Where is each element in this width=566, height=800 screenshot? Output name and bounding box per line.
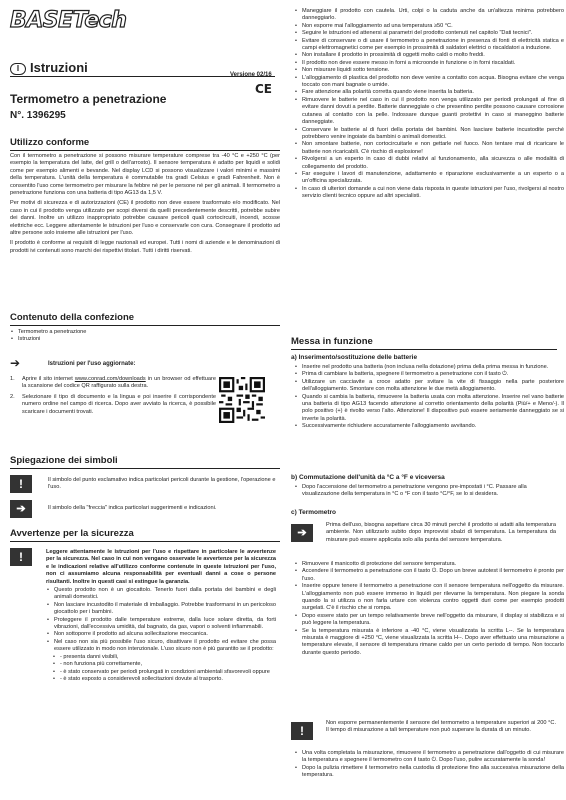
list-item: • Prima di cambiare la batteria, spegnere il termometro a penetrazione con il tasto ⏻. [302,371,564,378]
list-item: • Dopo essere stato per un tempo relativamente breve nell'oggetto da misurare, il display si stabilizza e si può leggere la temperatura. [302,613,564,628]
part-number: N°. 1396295 [10,110,66,121]
list-item: • Dopo l'accensione del termometro a penetrazione vengono pre-impostati i °C. Passare alla visualizzazione della temperatura in °C o °F con il tasto °C/°F, se lo si desidera. [302,484,564,499]
list-item: • Termometro a penetrazione [18,329,278,336]
language-title: Istruzioni [30,60,88,75]
ce-mark: CE [255,82,273,96]
divider [10,541,280,542]
step-text: Selezionare il tipo di documento e la lingua e poi inserire il corrispondente numero ordine nel campo di ricerca. Dopo aver avviato la ricerca, è possibile scaricare i documenti trovati. [22,393,216,415]
list-item: 2. Selezionare il tipo di documento e la lingua e poi inserire il corrispondente numero ordine nel campo di ricerca. Dopo aver avviato la ricerca, è possibile scaricare i documenti trovati. [10,393,216,415]
list-item: • Inserire oppure tenere il termometro a penetrazione con il sensore temperatura nell'oggetto da misurare. L'alloggiamento non può essere immerso in liquidi per rilevarne la temperatura. Non piegare la sonda quando la si utilizza o non farla urtare con violenza contro oggetti duri come per esempio prodotti surgelati. C'è il rischio che si rompa. [302,583,564,613]
list-item-text: è stato conservato per periodi prolungati in condizioni ambientali sfavorevoli oppure [63,668,270,675]
paragraph: Con il termometro a penetrazione si possono misurare temperature comprese tra -40 °C e +250 °C (per esempio la temperatura del latte, del grill o dell'arrosto). Il sensore temperatura è adatto per liquidi e solidi come per esempio alimenti e bevande. Nel display LCD si possono visualizzare i valori minimi e massimi della temperatura. L'unità della temperatura è commutabile tra gradi Celsius e gradi Fahrenheit. Non è consentito l'uso come termometro per misurare la febbre né per le persone né per gli animali. Il termometro a penetrazione funziona con una batteria di tipo AG13 da 1,5 V. [10,153,280,197]
divider [291,349,557,350]
list-item: • - è stato conservato per periodi prolungati in condizioni ambientali sfavorevoli oppure [60,669,276,676]
subsection-title-battery: a) Inserimento/sostituzione delle batterie [291,354,418,361]
paragraph: Il prodotto è conforme ai requisiti di legge nazionali ed europei. Tutti i nomi di aziende e le denominazioni di prodotti ivi contenuti sono marchi dei rispettivi titolari. Tutti i diritti riservati. [10,240,280,254]
list-item: • Dopo la pulizia rimettere il termometro nella custodia di protezione fino alla successiva misurazione della temperatura. [302,765,564,780]
list-item-text: non funziona più correttamente, [63,661,143,668]
section-heading-package: Contenuto della confezione [10,312,135,323]
page-title: Termometro a penetrazione [10,92,167,106]
exclamation-icon: ! [10,548,32,566]
list-item: • Non sottoporre il prodotto ad alcuna sollecitazione meccanica. [54,631,276,638]
version-label: Versione 02/16 [230,72,272,78]
safety-sublist [46,654,276,684]
use-section [10,153,280,255]
arrow-icon: ➔ [10,500,32,518]
subsection-title-thermometer: c) Termometro [291,509,337,516]
list-item: • - presenta danni visibili, [60,654,276,661]
list-item: • Proteggere il prodotto dalle temperature estreme, dalla luce solare diretta, da forti vibrazioni, dall'eccessiva umidità, dal bagnato, da gas, vapori o solventi infiammabili. [54,617,276,632]
section-heading-safety: Avvertenze per la sicurezza [10,528,134,539]
thermometer-list [294,561,564,657]
list-item: • - non funziona più correttamente, [60,661,276,668]
list-item: • Questo prodotto non è un giocattolo. Tenerlo fuori dalla portata dei bambini e degli animali domestici. [54,587,276,602]
step-text: Aprire il sito internet [22,376,75,382]
list-item: • Istruzioni [18,336,278,343]
list-item-text: è stato esposto a considerevoli sollecitazioni dovute al trasporto. [63,675,223,682]
list-item: • Rivolgersi a un esperto in caso di dubbi relativi al funzionamento, alla sicurezza o alle modalità di collegamento del prodotto. [302,156,564,171]
list-item: • Non esporre mai l'alloggiamento ad una temperatura ≥50 °C. [302,23,564,30]
step-text: in un browser od effettuare la scansione del codice QR raffigurato sulla destra. [22,376,216,390]
qr-code[interactable] [219,377,265,423]
list-item: • Nel caso non sia più possibile l'uso sicuro, disattivare il prodotto ed evitare che possa essere utilizzato in modo non intenzionale. L'uso sicuro non è più garantito se il prodotto: [54,639,276,654]
brand-logo: BASETech [10,8,127,33]
list-item: • Non installare il prodotto in prossimità di oggetti molto caldi o molto freddi. [302,52,564,59]
exclamation-icon: ! [291,722,313,740]
exclamation-icon: ! [10,475,32,493]
list-item: • - è stato esposto a considerevoli sollecitazioni dovute al trasporto. [60,676,276,683]
list-item: • Inserire nel prodotto una batteria (non inclusa nella dotazione) prima della prima messa in funzione. [302,364,564,371]
list-item: • Non lasciare incustodito il materiale di imballaggio. Potrebbe trasformarsi in un pericoloso giocattolo per i bambini. [54,602,276,617]
list-item: • Non misurare liquidi sotto tensione. [302,67,564,74]
list-item: • Il prodotto non deve essere messo in forni a microonde in funzione o in forni riscaldati. [302,60,564,67]
update-steps [10,376,216,416]
safety-intro: Leggere attentamente le istruzioni per l'uso e rispettare in particolare le avvertenze per la sicurezza. Nel caso in cui non vengano osservate le avvertenze per la sicurezza e le indicazioni relative all'utilizzo conforme contenute in queste istruzioni per l'uso, non ci assumiamo alcuna responsabilità per eventuali danni a cose o persone risultanti. Inoltre in questi casi si estingue la garanzia. [46,549,276,585]
warning-text: Non esporre permanentemente il sensore del termometro a temperature superiori ai 200 °C. Il tempo di misurazione a tali temperature non può superare la durata di un minuto. [326,720,556,734]
battery-list [294,364,564,431]
list-item: • Seguire le istruzioni ed attenersi ai parametri del prodotto contenuti nel capitolo "Dati tecnici". [302,30,564,37]
update-title: Istruzioni per l'uso aggiornate: [48,361,136,367]
list-item: • Evitare di conservare o di usare il termometro a penetrazione in presenza di fonti di elettricità statica e campi elettromagnetici come per esempio in prossimità di saldatori elettrici o riscaldatori a induzione. [302,38,564,53]
symbol-description: Il simbolo della "freccia" indica particolari suggerimenti e indicazioni. [48,505,217,511]
list-item: • Far eseguire i lavori di manutenzione, adattamento e riparazione esclusivamente a un esperto o a un'officina specializzata. [302,171,564,186]
list-item: • Rimuovere le batterie nel caso in cui il prodotto non venga utilizzato per periodi prolungati al fine di evitare danni dovuti a perdite. Batterie danneggiate o che presentino perdite possono causare corrosione cutanea al contatto con la pelle. Indossare dunque guanti protettivi in caso si maneggino batterie danneggiate. [302,97,564,127]
list-item: 1. Aprire il sito internet www.conrad.com/downloads in un browser od effettuare la scansione del codice QR raffigurato sulla destra. [10,376,216,390]
safety-section [46,549,276,683]
list-item: • Conservare le batterie al di fuori della portata dei bambini. Non lasciare batterie incustodite perché potrebbero venire ingoiate da bambini o animali domestici. [302,127,564,142]
units-list [294,484,564,499]
downloads-link[interactable]: www.conrad.com/downloads [74,376,146,382]
symbol-description: Il simbolo del punto esclamativo indica particolari pericoli durante la gestione, l'operazione e l'uso. [48,477,276,491]
section-heading-use: Utilizzo conforme [10,137,90,148]
list-item: • Rimuovere il manicotto di protezione del sensore temperatura. [302,561,564,568]
list-item: • L'alloggiamento di plastica del prodotto non deve venire a contatto con acqua. Bisogna evitare che venga toccato con mani bagnate o umide. [302,75,564,90]
section-heading-symbols: Spiegazione dei simboli [10,455,118,466]
arrow-icon: ➔ [291,524,313,542]
divider [10,150,280,151]
divider [10,468,280,469]
list-item: • Fare attenzione alla polarità corretta quando viene inserita la batteria. [302,89,564,96]
subsection-title-units: b) Commutazione dell'unità da °C a °F e viceversa [291,474,445,481]
divider [10,325,280,326]
safety-list-continued [294,8,564,201]
list-item: • Quando si cambia la batteria, rimuovere la batteria usata con molta attenzione. Inserire nel vano batterie una batteria di tipo AG13 facendo attenzione al corretto orientamento della polarità (Più/+ e Meno/-). Il polo positivo (+) è rivolto verso l'alto. Attenzione! Il dispositivo può essere seriamente danneggiato se si inverte la polarità. [302,394,564,424]
section-heading-operation: Messa in funzione [291,336,373,347]
list-item: • Maneggiare il prodotto con cautela. Urti, colpi o la caduta anche da un'altezza minima potrebbero danneggiarlo. [302,8,564,23]
list-item: • In caso di ulteriori domande a cui non viene data risposta in queste istruzioni per l'uso, rivolgersi al nostro servizio clienti tecnico oppure ad altri specialisti. [302,186,564,201]
arrow-icon: ➔ [10,356,21,370]
safety-list [46,587,276,654]
thermometer-list-end [294,750,564,780]
paragraph: Per motivi di sicurezza e di autorizzazioni (CE) il prodotto non deve essere trasformato e/o modificato. Nel caso in cui il prodotto venga utilizzato per scopi diversi da quelli precedentemente descritti, potrebbe subire dei danni. Inoltre un utilizzo inappropriato potrebbe causare pericoli quali cortocircuiti, incendi, scosse elettriche ecc. Leggere attentamente le istruzioni per l'uso e conservarle con cura. Consegnare il prodotto ad altre persone solo insieme alle istruzioni per l'uso. [10,200,280,237]
list-item: • Non smontare batterie, non cortocircuitarle e non gettarle nel fuoco. Non tentare mai di ricaricare le batterie non ricaricabili. C'è rischio di esplosione! [302,141,564,156]
package-list [10,329,278,344]
language-badge: I [10,63,26,75]
note-text: Prima dell'uso, bisogna aspettare circa 30 minuti perché il prodotto si adatti alla temperatura ambiente. Non utilizzarlo subito dopo improvvisi sbalzi di temperatura. La temperatura da misurare può essere applicata solo alla punta del sensore temperatura. [326,522,556,543]
list-item: • Successivamente richiudere accuratamente l'alloggiamento avvitando. [302,423,564,430]
language-heading [10,60,88,75]
list-item: • Una volta completata la misurazione, rimuovere il termometro a penetrazione dall'oggetto di cui misurare la temperatura e spegnere il termometro con il tasto ⏻. Dopo l'uso, pulire accuratamente la sonda! [302,750,564,765]
list-item-text: presenta danni visibili, [63,653,119,660]
list-item: • Se la temperatura misurata è inferiore a -40 °C, viene visualizzata la scritta L--. Se la temperatura misurata è maggiore di +250 °C, viene visualizzata la scritta H--. Dopo aver effettuato una misurazione a temperature elevate, il sensore di temperatura rimane caldo per un certo periodo di tempo. Non toccarlo durante questo periodo. [302,628,564,658]
list-item: • Utilizzare un cacciavite a croce adatto per svitare la vite di fissaggio nella parte posteriore dell'alloggiamento. Smontare con molta attenzione le due metà alloggiamento. [302,379,564,394]
list-item: • Accendere il termometro a penetrazione con il tasto ⏻. Dopo un breve autotest il termometro è pronto per l'uso. [302,568,564,583]
